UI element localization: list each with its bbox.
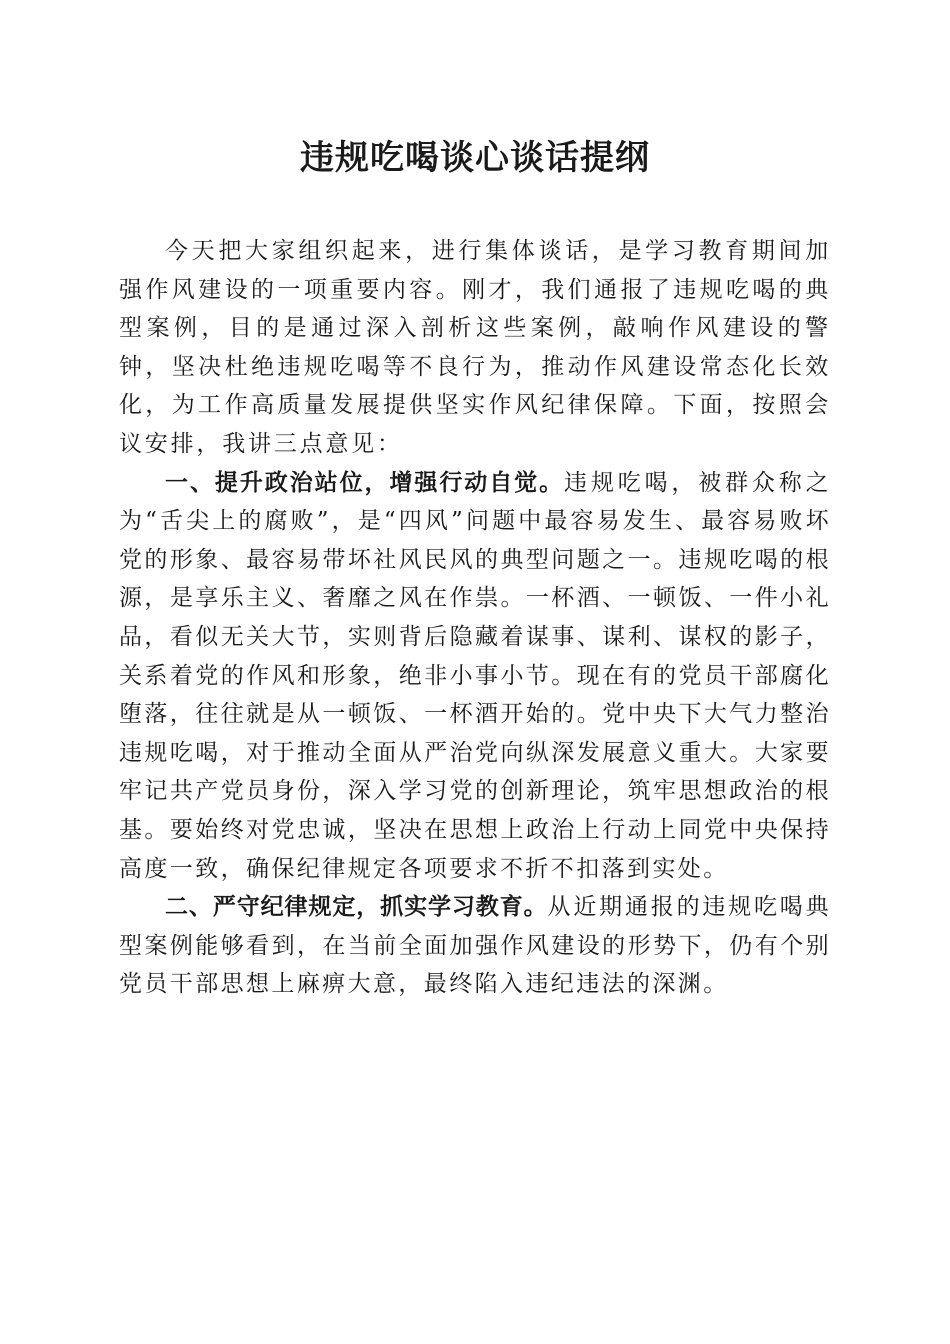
section-paragraph-1 — [119, 464, 831, 889]
section-paragraph-2 — [119, 888, 831, 1004]
section-text-1: 违规吃喝，被群众称之为“舌尖上的腐败”，是“四风”问题中最容易发生、最容易败坏党的形象、最容易带坏社风民风的典型问题之一。违规吃喝的根源，是享乐主义、奢靡之风在作祟。一杯酒、一顿饭、一件小礼品，看似无关大节，实则背后隐藏着谋事、谋利、谋权的影子，关系着党的作风和形象，绝非小事小节。现在有的党员干部腐化堕落，往往就是从一顿饭、一杯酒开始的。党中央下大气力整治违规吃喝，对于推动全面从严治党向纵深发展意义重大。大家要牢记共产党员身份，深入学习党的创新理论，筑牢思想政治的根基。要始终对党忠诚，坚决在思想上政治上行动上同党中央保持高度一致，确保纪律规定各项要求不折不扣落到实处。 — [119, 469, 832, 882]
section-heading-1: 一、提升政治站位，增强行动自觉。 — [165, 469, 565, 496]
intro-paragraph: 今天把大家组织起来，进行集体谈话，是学习教育期间加强作风建设的一项重要内容。刚才，我们通报了违规吃喝的典型案例，目的是通过深入剖析这些案例，敲响作风建设的警钟，坚决杜绝违规吃喝等不良行为，推动作风建设常态化长效化，为工作高质量发展提供坚实作风纪律保障。下面，按照会议安排，我讲三点意见： — [119, 238, 831, 457]
section-text-2: 从近期通报的违规吃喝典型案例能够看到，在当前全面加强作风建设的形势下，仍有个别党员干部思想上麻痹大意，最终陷入违纪违法的深渊。 — [119, 894, 832, 998]
document-body — [119, 232, 831, 1004]
section-heading-2: 二、严守纪律规定，抓实学习教育。 — [165, 894, 548, 921]
document-title: 违规吃喝谈心谈话提纲 — [300, 138, 650, 178]
